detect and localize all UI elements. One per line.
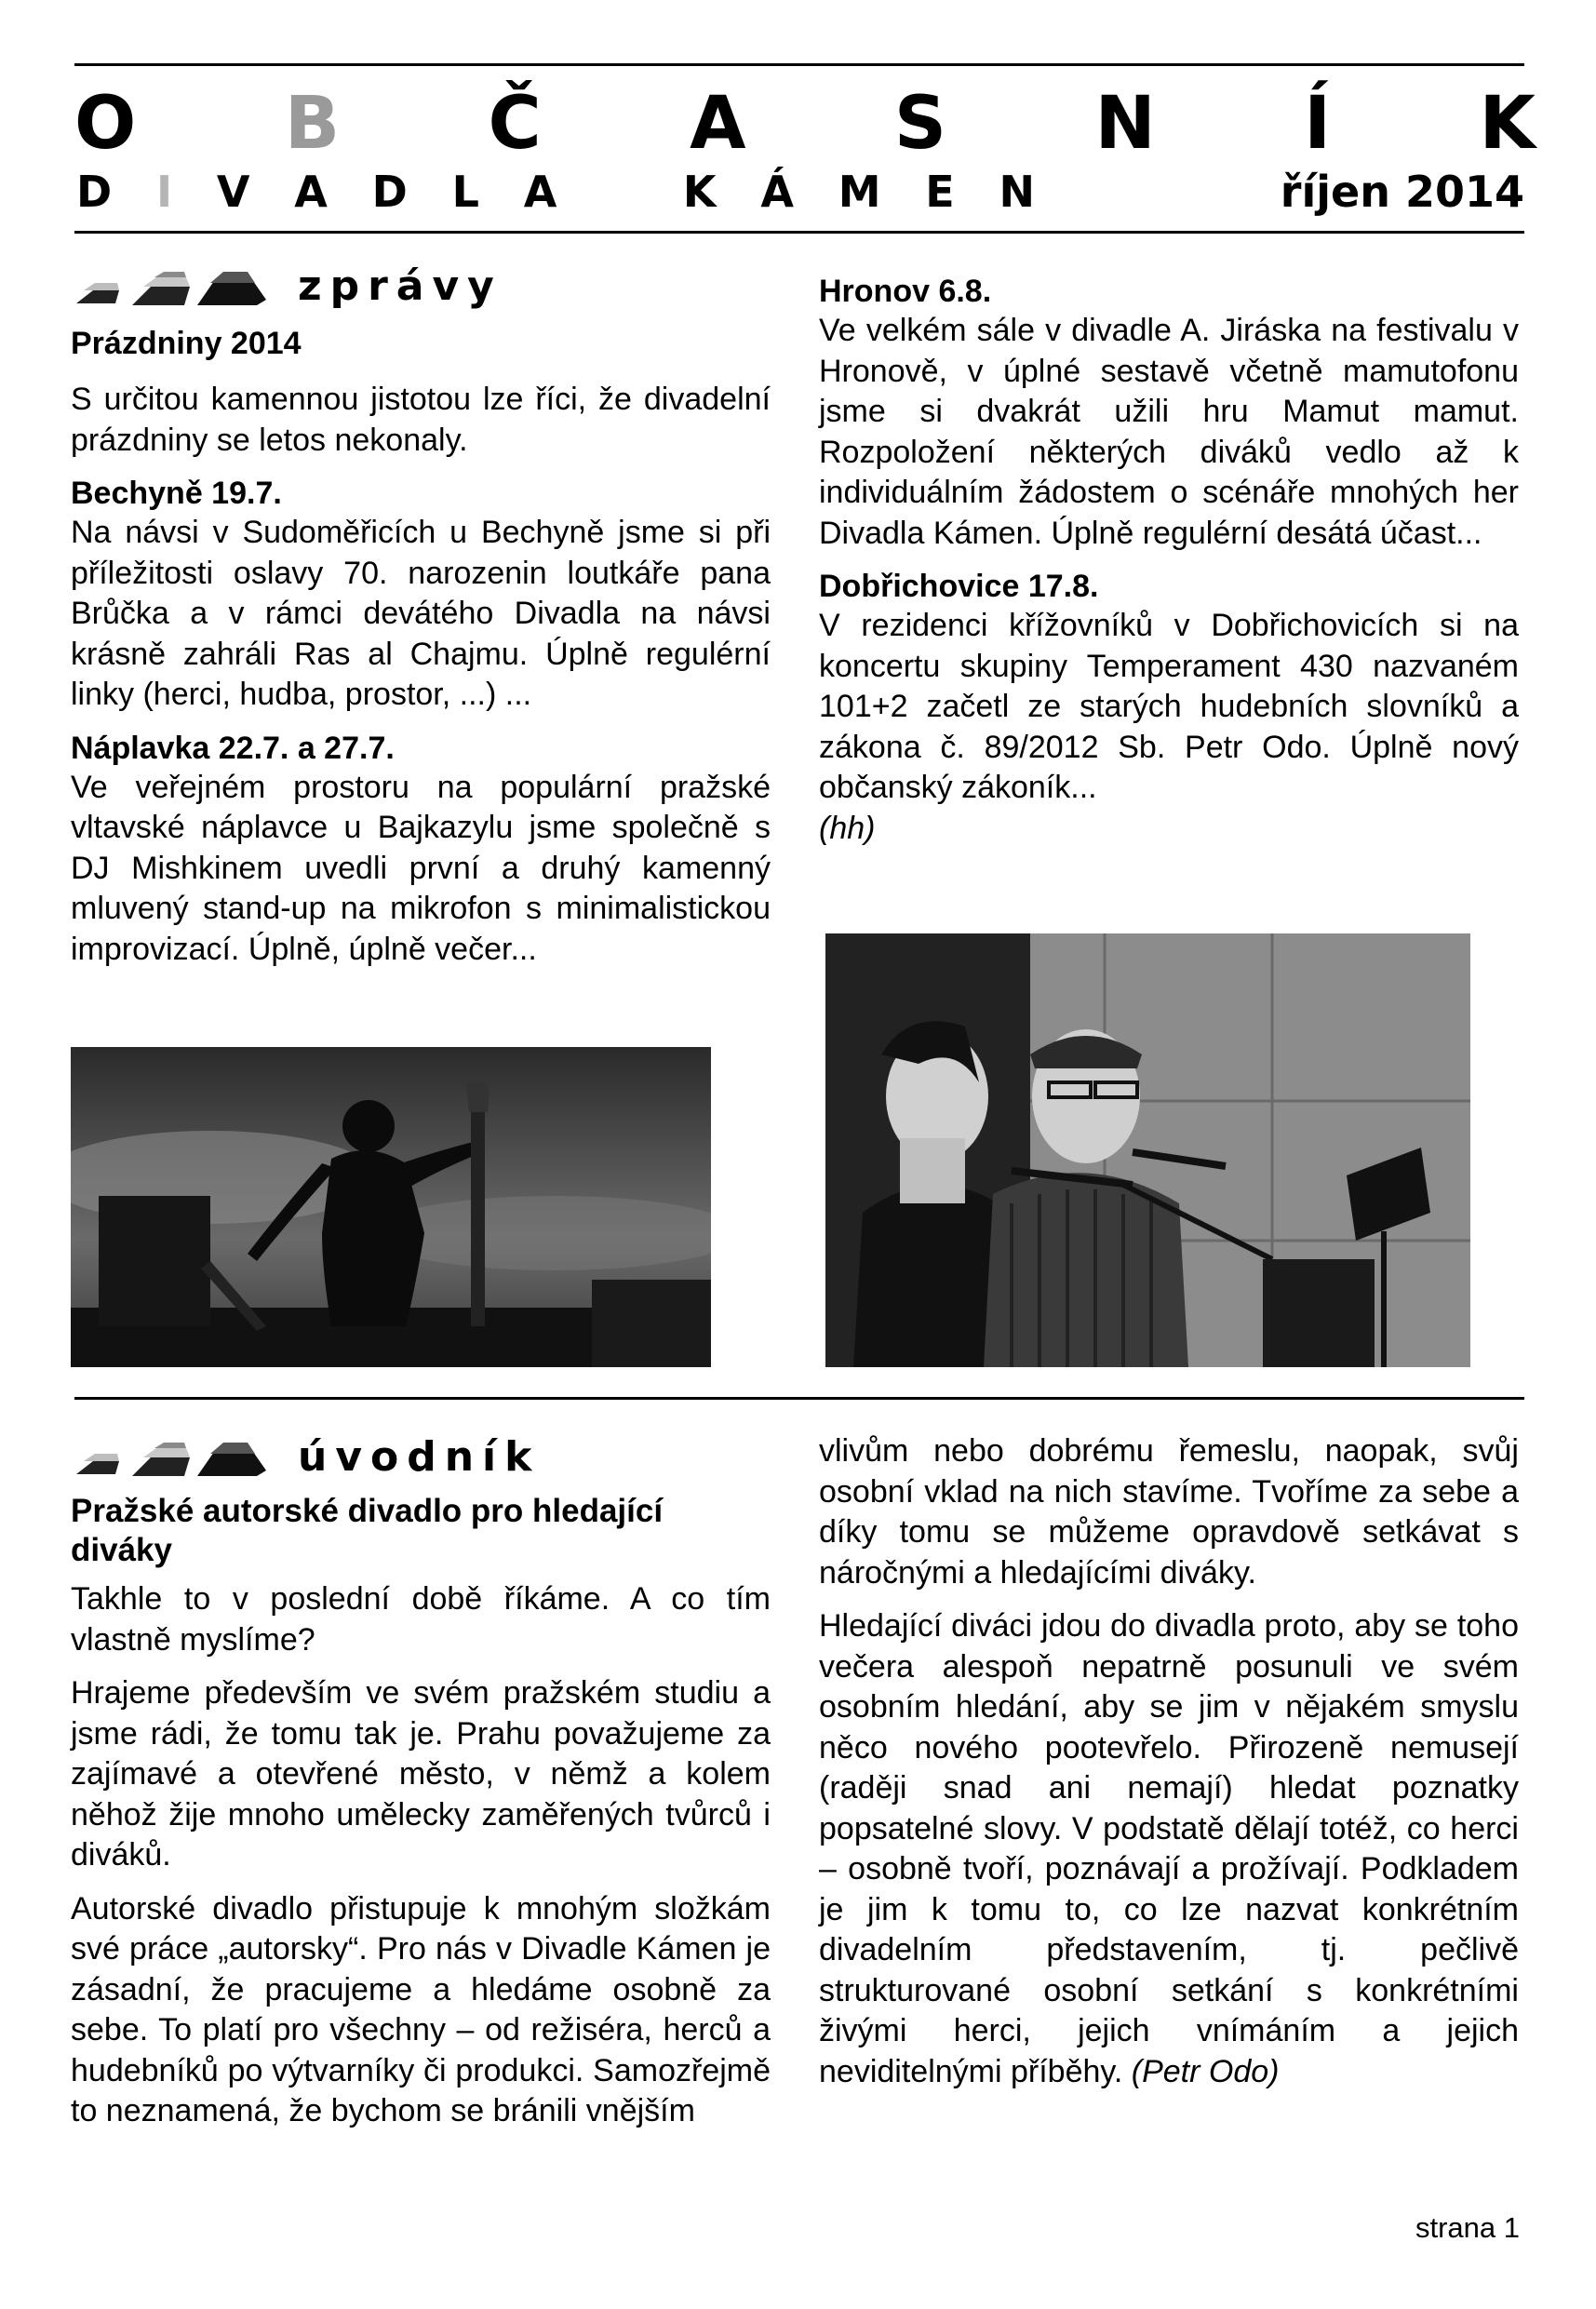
stones-logo-icon (74, 1433, 270, 1482)
article-paragraph: vlivům nebo dobrému řemeslu, naopak, svůj osobní vklad na nich stavíme. Tvoříme za sebe a díky tomu se můžeme opravdově setkávat s náročnými a hledajícími diváky. (819, 1433, 1519, 1591)
title-letter: S (893, 82, 947, 166)
masthead-subtitle (76, 168, 1035, 216)
subtitle-letter: N (999, 167, 1035, 217)
title-letter: Č (488, 82, 542, 166)
section-title: zprávy (298, 262, 503, 310)
article-signature: (Petr Odo) (1131, 2053, 1280, 2089)
section-title: úvodník (298, 1433, 541, 1481)
subtitle-letter: D (371, 167, 408, 217)
news-heading: Hronov 6.8. (819, 274, 992, 309)
subtitle-letter: L (451, 167, 479, 217)
title-letter: Í (1304, 82, 1332, 166)
title-letter: K (1479, 82, 1536, 166)
article-paragraph: Takhle to v poslední době říkáme. A co tím vlastně myslíme? (71, 1581, 771, 1658)
subtitle-letter: I (155, 167, 173, 217)
news-heading: Náplavka 22.7. a 27.7. (71, 730, 395, 766)
subtitle-letter: Á (760, 167, 794, 217)
article-paragraph: Autorské divadlo přistupuje k mnohým složkám své práce „autorsky“. Pro nás v Divadle Kámen je zásadní, že pracujeme a hledáme osobně za sebe. To platí pro všechny – od režiséra, herců a hudebníků po výtvarníky či produkci. Samozřejmě to neznamená, že bychom se bránili vnějším (71, 1890, 771, 2128)
top-rule (74, 63, 1524, 66)
title-letter: N (1094, 82, 1156, 166)
section-header-uvodnik (74, 1430, 540, 1485)
section-rule (74, 1397, 1524, 1400)
photo-performer (71, 1047, 711, 1367)
title-letter: A (690, 82, 746, 166)
article-title: Pražské autorské divadlo pro hledající diváky (71, 1493, 664, 1568)
title-letter: O (74, 82, 137, 166)
news-heading: Bechyně 19.7. (71, 476, 282, 511)
news-heading: Dobřichovice 17.8. (819, 569, 1099, 604)
section-header-zpravy (74, 259, 503, 315)
subtitle-letter: M (838, 167, 881, 217)
article-paragraph: Hrajeme především ve svém pražském studiu a jsme rádi, že tomu tak je. Prahu považujeme za zajímavé a otevřené město, v němž a kolem něhož žije mnoho umělecky zaměřených tvůrců i diváků. (71, 1675, 771, 1873)
news-signature: (hh) (819, 810, 876, 846)
zpravy-left-column (71, 324, 771, 970)
page-number: strana 1 (1415, 2211, 1520, 2244)
stones-logo-icon (74, 262, 270, 311)
photo-duo-concert (825, 933, 1470, 1367)
article-paragraph: Hledající diváci jdou do divadla proto, aby se toho večera alespoň nepatrně posunuli ve svém osobním hledání, aby se jim v nějakém smyslu něco nového pootevřelo. Přirozeně nemusejí (raději snad ani nemají) hledat poznatky popsatelné slovy. V podstatě dělají totéž, co herci – osobně tvoří, poznávají a prožívají. Podkladem je jim k tomu to, co lze nazvat konkrétním divadelním představením, tj. pečlivě strukturované osobní setkání s konkrétními živými herci, jejich vnímáním a jejich neviditelnými příběhy. (Petr Odo) (819, 1608, 1519, 2089)
subtitle-letter: K (682, 167, 717, 217)
subtitle-letter: V (216, 167, 250, 217)
news-text: Ve velkém sále v divadle A. Jiráska na festivalu v Hronově, v úplné sestavě včetně mamutofonu jsme si dvakrát užili hru Mamut mamut. Rozpoložení některých diváků vedlo až k individuálním žádostem o scénáře mnohých her Divadla Kámen. Úplně regulérní desátá účast... (819, 313, 1519, 551)
news-text: S určitou kamennou jistotou lze říci, že divadelní prázdniny se letos nekonaly. (71, 382, 771, 458)
zpravy-right-column (819, 272, 1519, 849)
masthead-rule (74, 231, 1524, 234)
subtitle-letter: D (76, 167, 113, 217)
masthead-title (74, 82, 1536, 166)
issue-date: říjen 2014 (1280, 167, 1524, 217)
news-text: Na návsi v Sudoměřicích u Bechyně jsme si při příležitosti oslavy 70. narozenin loutkáře pana Brůčka a v rámci devátého Divadla na návsi krásně zahráli Ras al Chajmu. Úplně regulérní linky (herci, hudba, prostor, ...) ... (71, 515, 771, 712)
uvodnik-left-column (71, 1492, 771, 2132)
title-letter: B (284, 82, 341, 166)
news-heading: Prázdniny 2014 (71, 326, 302, 361)
news-text: V rezidenci křížovníků v Dobřichovicích si na koncertu skupiny Temperament 430 nazvaném 101+2 začetl ze starých hudebních slovníků a zákona č. 89/2012 Sb. Petr Odo. Úplně nový občanský zákoník... (hh) (819, 608, 1519, 846)
subtitle-letter: A (294, 167, 328, 217)
subtitle-letter: E (925, 167, 955, 217)
news-text: Ve veřejném prostoru na populární pražské vltavské náplavce u Bajkazylu jsme společně s DJ Mishkinem uvedli první a druhý kamenný mluvený stand-up na mikrofon s minimalistickou improvizací. Úplně, úplně večer... (71, 769, 771, 967)
subtitle-letter: A (523, 167, 557, 217)
uvodnik-right-column (819, 1431, 1519, 2092)
